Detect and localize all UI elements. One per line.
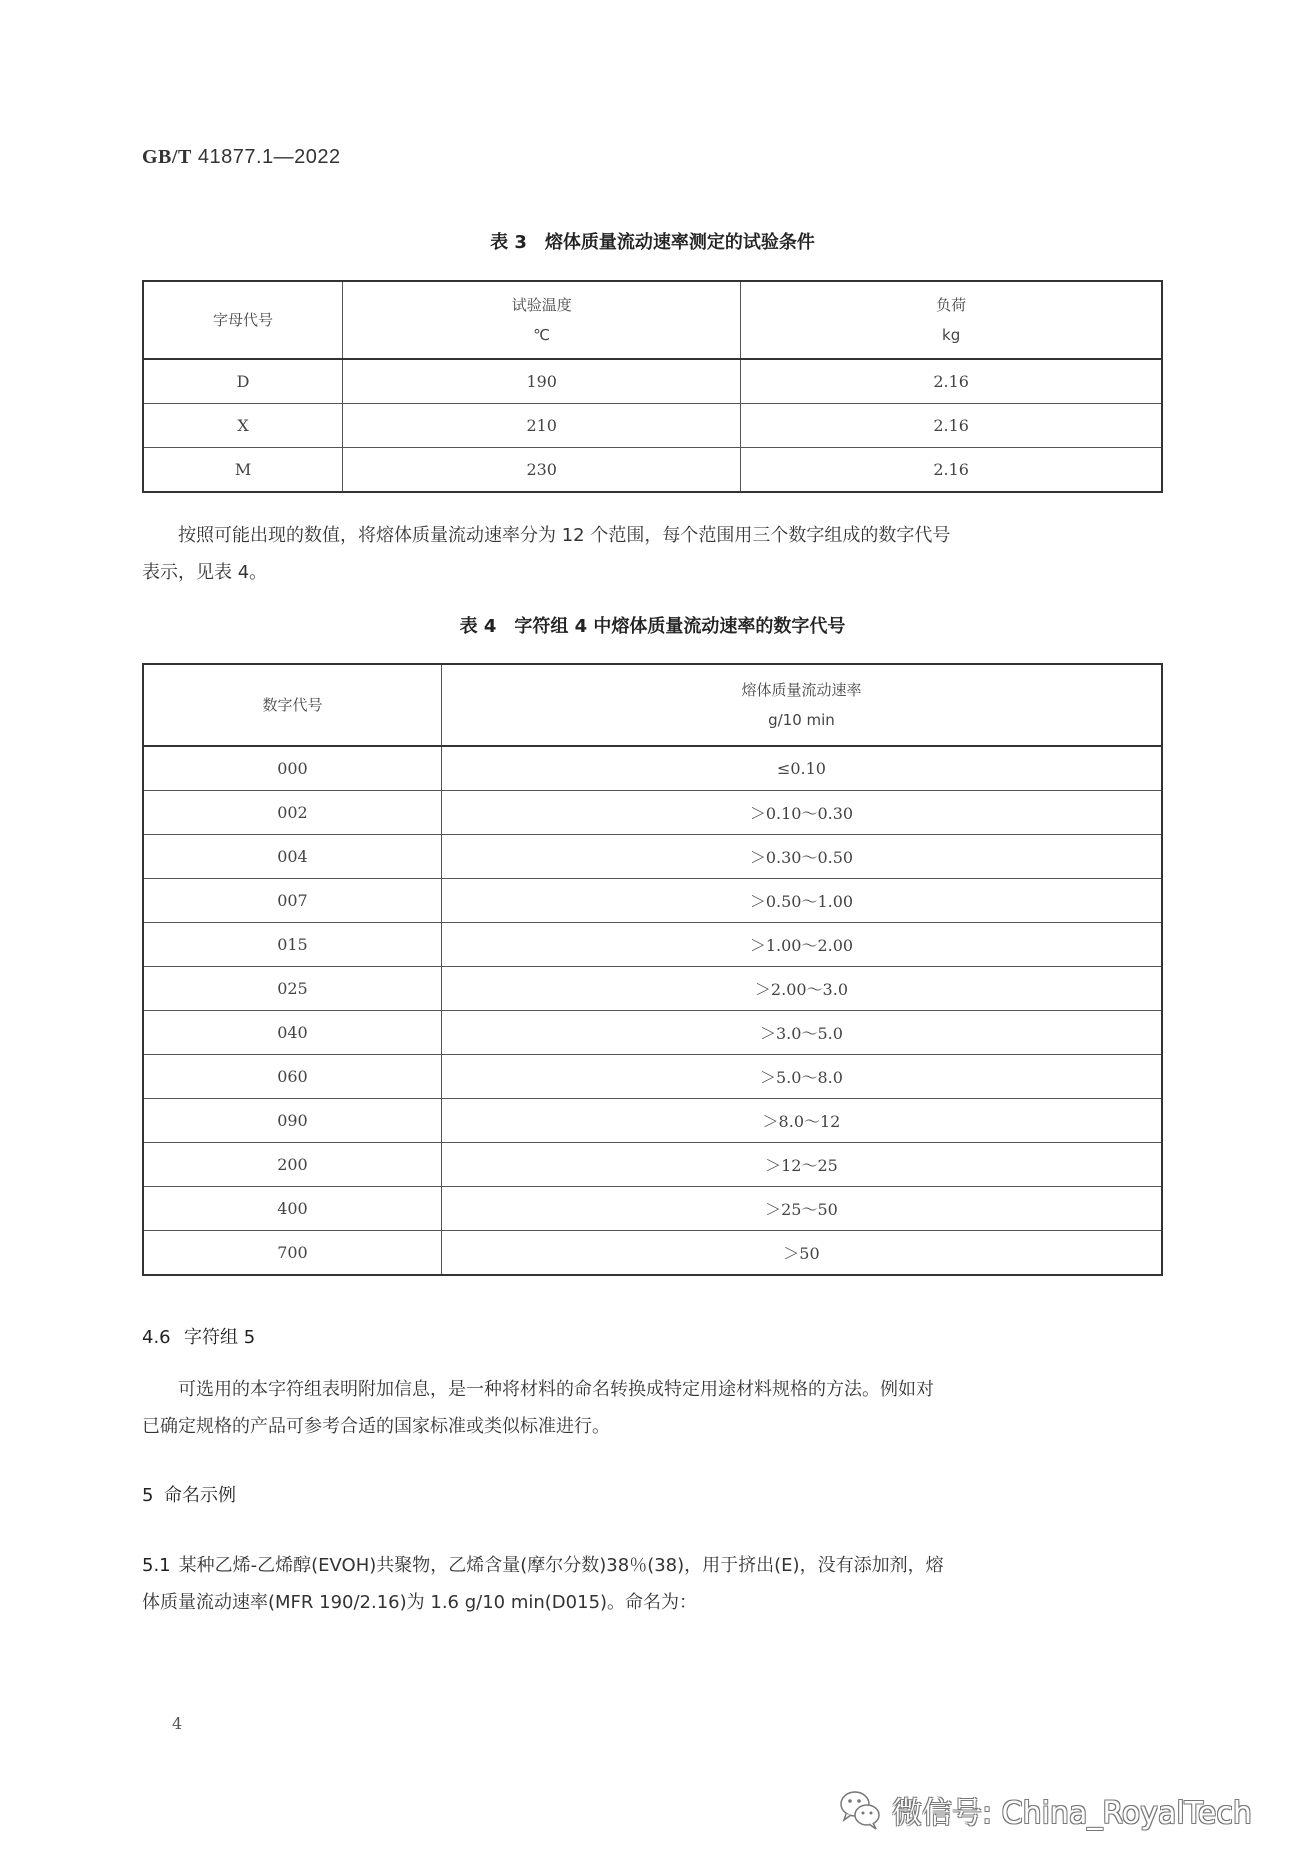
section-4-6-paragraph — [142, 1371, 1163, 1445]
table3 — [142, 280, 1163, 493]
table-cell: ＞2.00～3.0 — [441, 967, 1162, 1011]
paragraph-line — [142, 1547, 1163, 1584]
table-cell: 040 — [143, 1011, 441, 1055]
table-cell: 007 — [143, 879, 441, 923]
table-cell: X — [143, 404, 343, 448]
section-5-heading — [142, 1481, 236, 1507]
table-cell: 190 — [343, 359, 741, 404]
table-cell: D — [143, 359, 343, 404]
standard-prefix: GB/T — [142, 146, 192, 168]
table-cell: 025 — [143, 967, 441, 1011]
table-cell: 400 — [143, 1187, 441, 1231]
table-row — [143, 1187, 1162, 1231]
table-row — [143, 448, 1162, 493]
table-cell: 2.16 — [741, 448, 1162, 493]
table4-header-row — [143, 664, 1162, 746]
table-cell: ＞3.0～5.0 — [441, 1011, 1162, 1055]
section-title: 字符组 5 — [184, 1327, 256, 1348]
table4 — [142, 663, 1163, 1276]
paragraph-line: 已确定规格的产品可参考合适的国家标准或类似标准进行。 — [142, 1416, 610, 1437]
table-cell: 700 — [143, 1231, 441, 1276]
table-row — [143, 1011, 1162, 1055]
table-cell: ＞12～25 — [441, 1143, 1162, 1187]
table-cell: 090 — [143, 1099, 441, 1143]
table-cell: 200 — [143, 1143, 441, 1187]
table-cell: ＞0.30～0.50 — [441, 835, 1162, 879]
table-cell: 000 — [143, 746, 441, 791]
paragraph-mfr-ranges — [142, 517, 1163, 591]
watermark-text: 微信号: China_RoyalTech — [892, 1796, 1252, 1831]
wechat-icon — [838, 1788, 884, 1832]
table3-header-cell: 试验温度 ℃ — [343, 281, 741, 359]
table-row — [143, 746, 1162, 791]
table-cell: ≤0.10 — [441, 746, 1162, 791]
paragraph-line: 按照可能出现的数值，将熔体质量流动速率分为 12 个范围，每个范围用三个数字组成的数字代号 — [178, 525, 951, 546]
table4-header-cell: 数字代号 — [143, 664, 441, 746]
table-row — [143, 879, 1162, 923]
table-cell: 004 — [143, 835, 441, 879]
section-5-1-paragraph — [142, 1547, 1163, 1621]
table-cell: 015 — [143, 923, 441, 967]
standard-number — [142, 146, 341, 169]
table-cell: ＞5.0～8.0 — [441, 1055, 1162, 1099]
table-cell: ＞8.0～12 — [441, 1099, 1162, 1143]
table4-caption: 表 4 字符组 4 中熔体质量流动速率的数字代号 — [459, 616, 846, 637]
table-row — [143, 1143, 1162, 1187]
table-cell: ＞25～50 — [441, 1187, 1162, 1231]
table-row — [143, 404, 1162, 448]
table3-header-cell: 负荷 kg — [741, 281, 1162, 359]
table-cell: ＞0.50～1.00 — [441, 879, 1162, 923]
page-number: 4 — [172, 1714, 183, 1733]
table-cell: ＞50 — [441, 1231, 1162, 1276]
table3-header-cell: 字母代号 — [143, 281, 343, 359]
paragraph-line: 体质量流动速率(MFR 190/2.16)为 1.6 g/10 min(D015)。命名为： — [142, 1592, 698, 1613]
table-row — [143, 923, 1162, 967]
section-number: 5 — [142, 1485, 154, 1506]
section-number: 5.1 — [142, 1555, 171, 1576]
paragraph-line: 表示，见表 4。 — [142, 562, 268, 583]
table4-header-cell: 熔体质量流动速率 g/10 min — [441, 664, 1162, 746]
table3-header-row — [143, 281, 1162, 359]
section-title: 命名示例 — [164, 1485, 236, 1506]
table-row — [143, 835, 1162, 879]
section-4-6-heading — [142, 1323, 255, 1349]
table-cell: 2.16 — [741, 404, 1162, 448]
table-cell: M — [143, 448, 343, 493]
table-cell: 210 — [343, 404, 741, 448]
table-row — [143, 1231, 1162, 1276]
standard-code: 41877.1—2022 — [197, 146, 341, 168]
table-cell: 060 — [143, 1055, 441, 1099]
paragraph-line: 可选用的本字符组表明附加信息，是一种将材料的命名转换成特定用途材料规格的方法。例如对 — [178, 1379, 934, 1400]
paragraph-text: 某种乙烯-乙烯醇(EVOH)共聚物，乙烯含量(摩尔分数)38％(38)，用于挤出(E)，没有添加剂，熔 — [178, 1555, 944, 1576]
table-row — [143, 791, 1162, 835]
table-cell: ＞0.10～0.30 — [441, 791, 1162, 835]
table-cell: 230 — [343, 448, 741, 493]
table-cell: 2.16 — [741, 359, 1162, 404]
table-cell: ＞1.00～2.00 — [441, 923, 1162, 967]
section-number: 4.6 — [142, 1327, 171, 1348]
table-row — [143, 1099, 1162, 1143]
table-row — [143, 967, 1162, 1011]
table3-caption: 表 3 熔体质量流动速率测定的试验条件 — [490, 232, 815, 253]
table-row — [143, 359, 1162, 404]
table-cell: 002 — [143, 791, 441, 835]
watermark — [838, 1788, 1252, 1832]
table-row — [143, 1055, 1162, 1099]
